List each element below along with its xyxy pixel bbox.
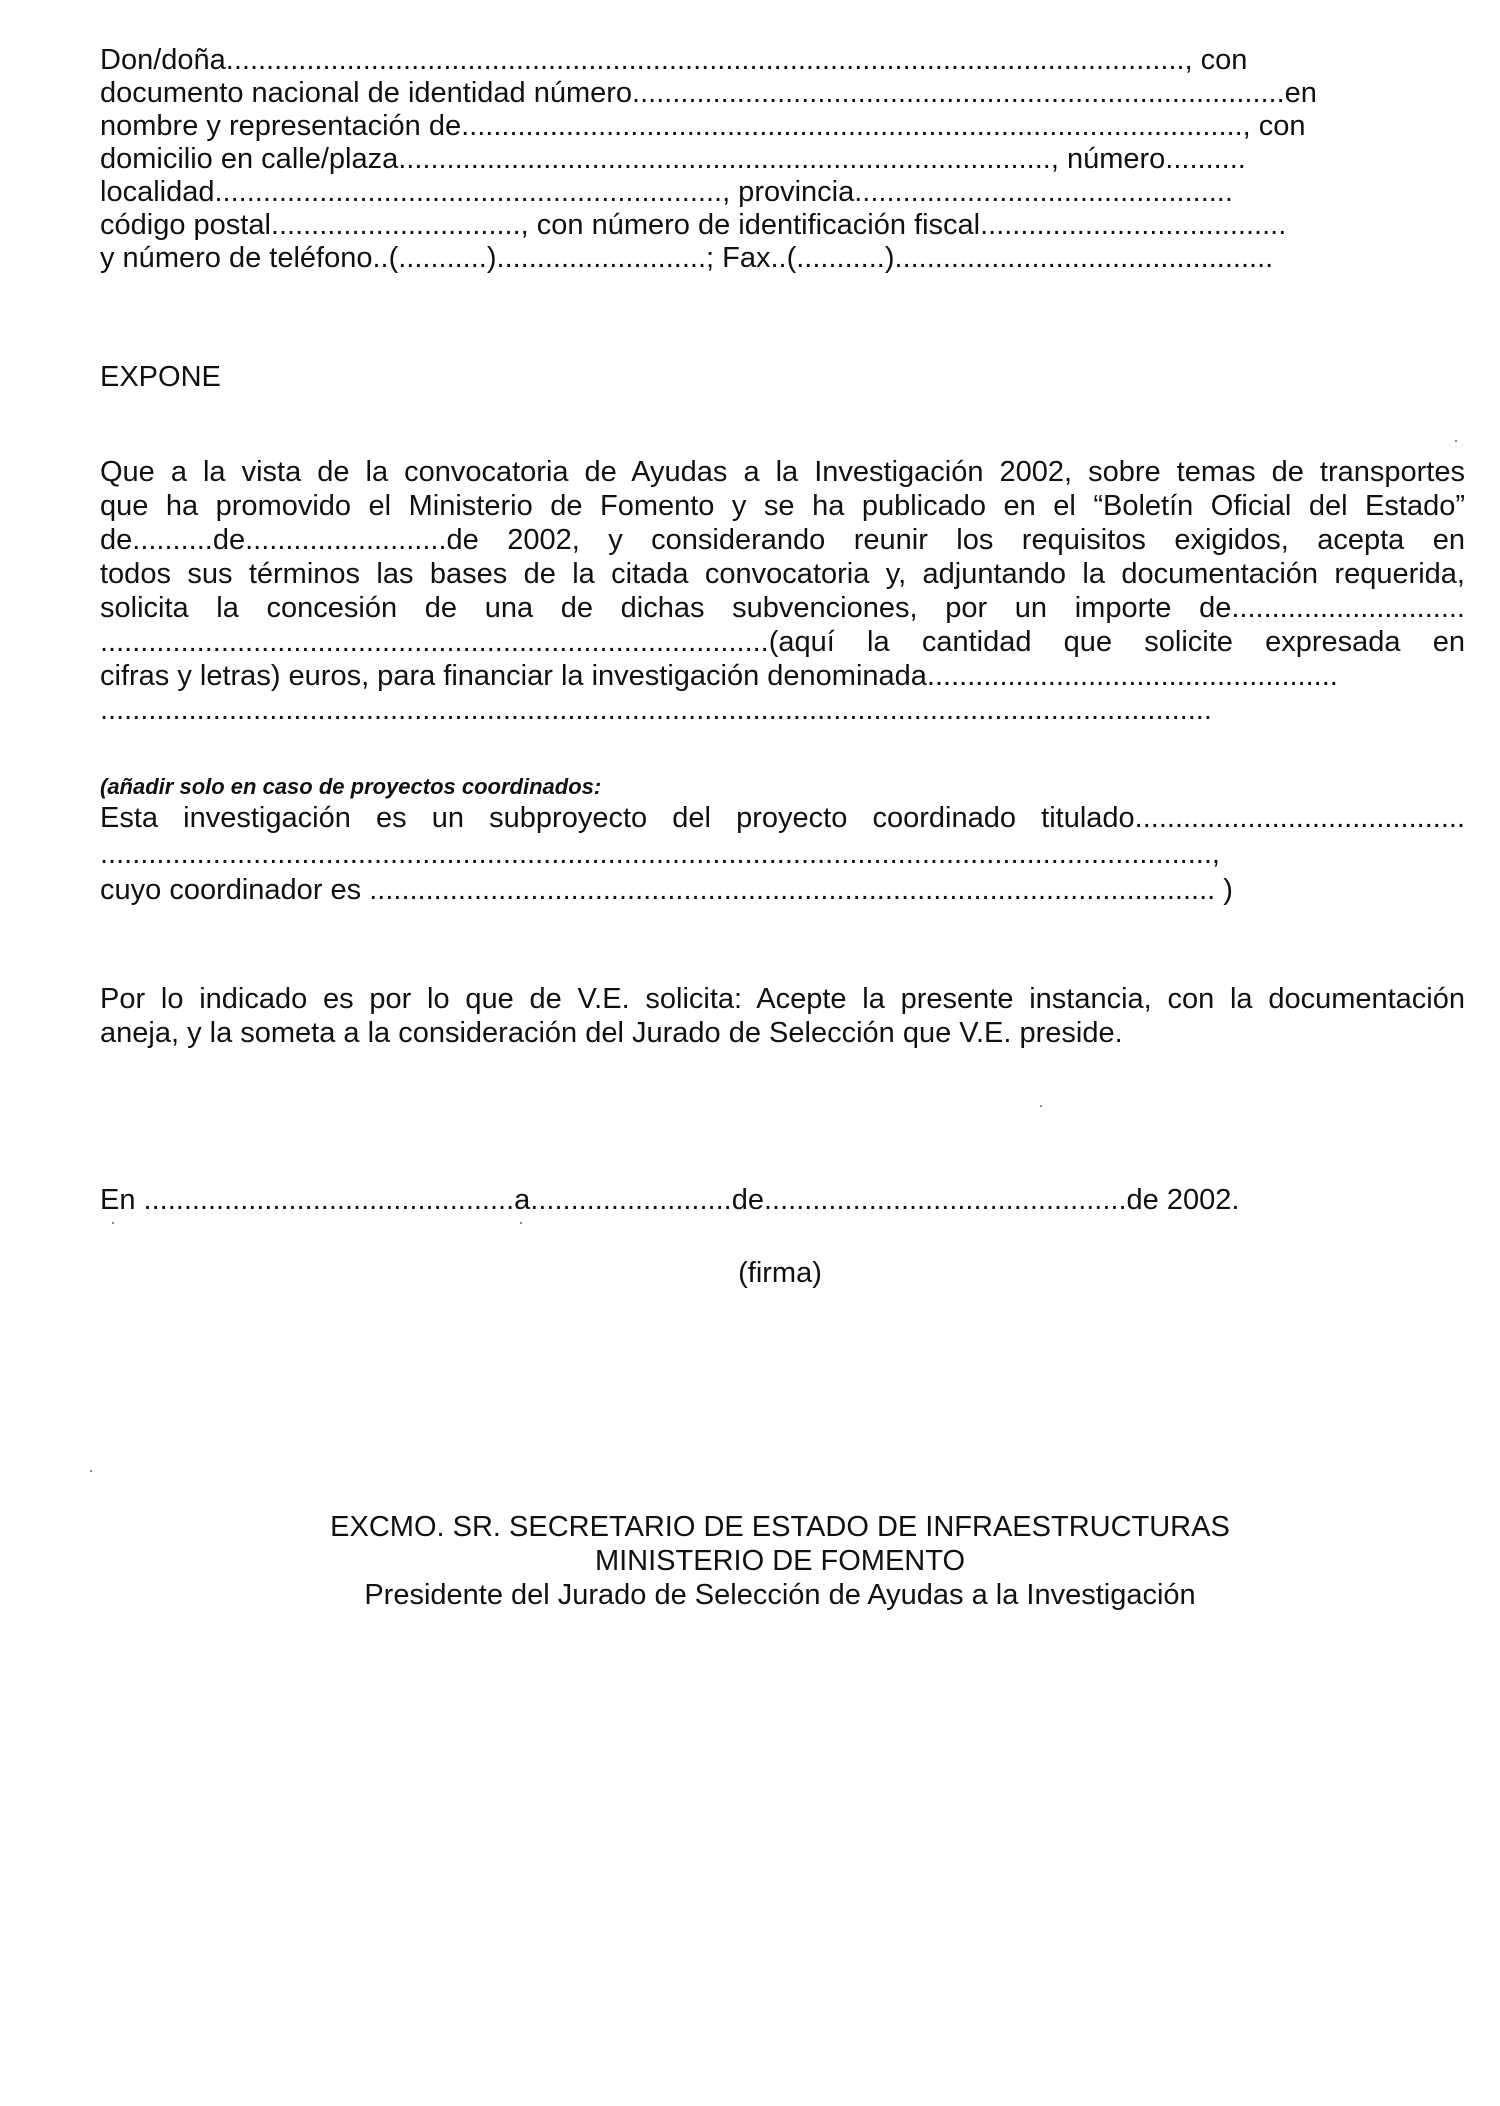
request-paragraph <box>100 455 1465 727</box>
applicant-name-line[interactable]: Don/doña......................................................................................................................., con <box>100 44 1248 76</box>
scan-speck <box>1040 1105 1042 1107</box>
paragraph-line: Por lo indicado es por lo que de V.E. solicita: Acepte la presente instancia, con la documentación <box>100 983 1465 1015</box>
id-number-line[interactable]: documento nacional de identidad número.................................................................................en <box>100 77 1317 109</box>
research-title-line[interactable]: cifras y letras) euros, para financiar la investigación denominada................................................... <box>100 660 1338 692</box>
recipient-title: EXCMO. SR. SECRETARIO DE ESTADO DE INFRAESTRUCTURAS <box>330 1511 1230 1543</box>
paragraph-line: aneja, y la someta a la consideración del Jurado de Selección que V.E. preside. <box>100 1017 1123 1049</box>
locality-line[interactable]: localidad..............................................................., provincia............................................... <box>100 176 1233 208</box>
coordinated-project-title-continuation-line[interactable]: .........................................................................................................................................., <box>100 838 1220 870</box>
place-date-text[interactable]: En ..............................................a.........................de.............................................de 2002. <box>100 1184 1240 1216</box>
coordinator-line[interactable]: cuyo coordinador es ......................................................................................................... ) <box>100 874 1233 906</box>
recipient-role: Presidente del Jurado de Selección de Ayudas a la Investigación <box>364 1579 1196 1611</box>
recipient-ministry: MINISTERIO DE FOMENTO <box>594 1545 966 1577</box>
paragraph-line: Que a la vista de la convocatoria de Ayudas a la Investigación 2002, sobre temas de transportes <box>100 456 1465 488</box>
paragraph-line: que ha promovido el Ministerio de Fomento y se ha publicado en el “Boletín Oficial del Estado” <box>100 490 1465 522</box>
signature-label: (firma) <box>738 1257 822 1289</box>
coordinated-project-title-line[interactable]: Esta investigación es un subproyecto del proyecto coordinado titulado......................................... <box>100 802 1465 834</box>
recipient-block <box>0 1510 1500 1612</box>
place-date-line[interactable] <box>100 1183 1365 1217</box>
paragraph-line: todos sus términos las bases de la citada convocatoria y, adjuntando la documentación requerida, <box>100 558 1465 590</box>
scan-speck <box>520 1222 522 1224</box>
paragraph-line[interactable]: de..........de.........................de 2002, y considerando reunir los requisitos exigidos, acepta en <box>100 524 1465 556</box>
address-line[interactable]: domicilio en calle/plaza................................................................................., número.......... <box>100 143 1246 175</box>
closing-request-paragraph <box>100 982 1465 1050</box>
coordinated-projects-note: (añadir solo en caso de proyectos coordinados: <box>100 774 602 799</box>
postal-code-line[interactable]: código postal..............................., con número de identificación fiscal...................................... <box>100 209 1287 241</box>
amount-line[interactable]: ...................................................................................(aquí la cantidad que solicite expresada en <box>100 626 1465 658</box>
applicant-details <box>100 44 1430 275</box>
paragraph-line[interactable]: solicita la concesión de una de dichas subvenciones, por un importe de............................. <box>100 592 1465 624</box>
coordinated-project-section <box>100 800 1465 908</box>
representation-line[interactable]: nombre y representación de................................................................................................., con <box>100 110 1306 142</box>
research-title-continuation-line[interactable]: .......................................................................................................................................... <box>100 694 1212 726</box>
scan-speck <box>1455 440 1457 442</box>
expone-heading: EXPONE <box>100 361 221 393</box>
scan-speck <box>90 1470 92 1472</box>
scan-speck <box>112 1222 114 1224</box>
phone-fax-line[interactable]: y número de teléfono..(...........)..........................; Fax..(...........)............................................... <box>100 242 1274 274</box>
